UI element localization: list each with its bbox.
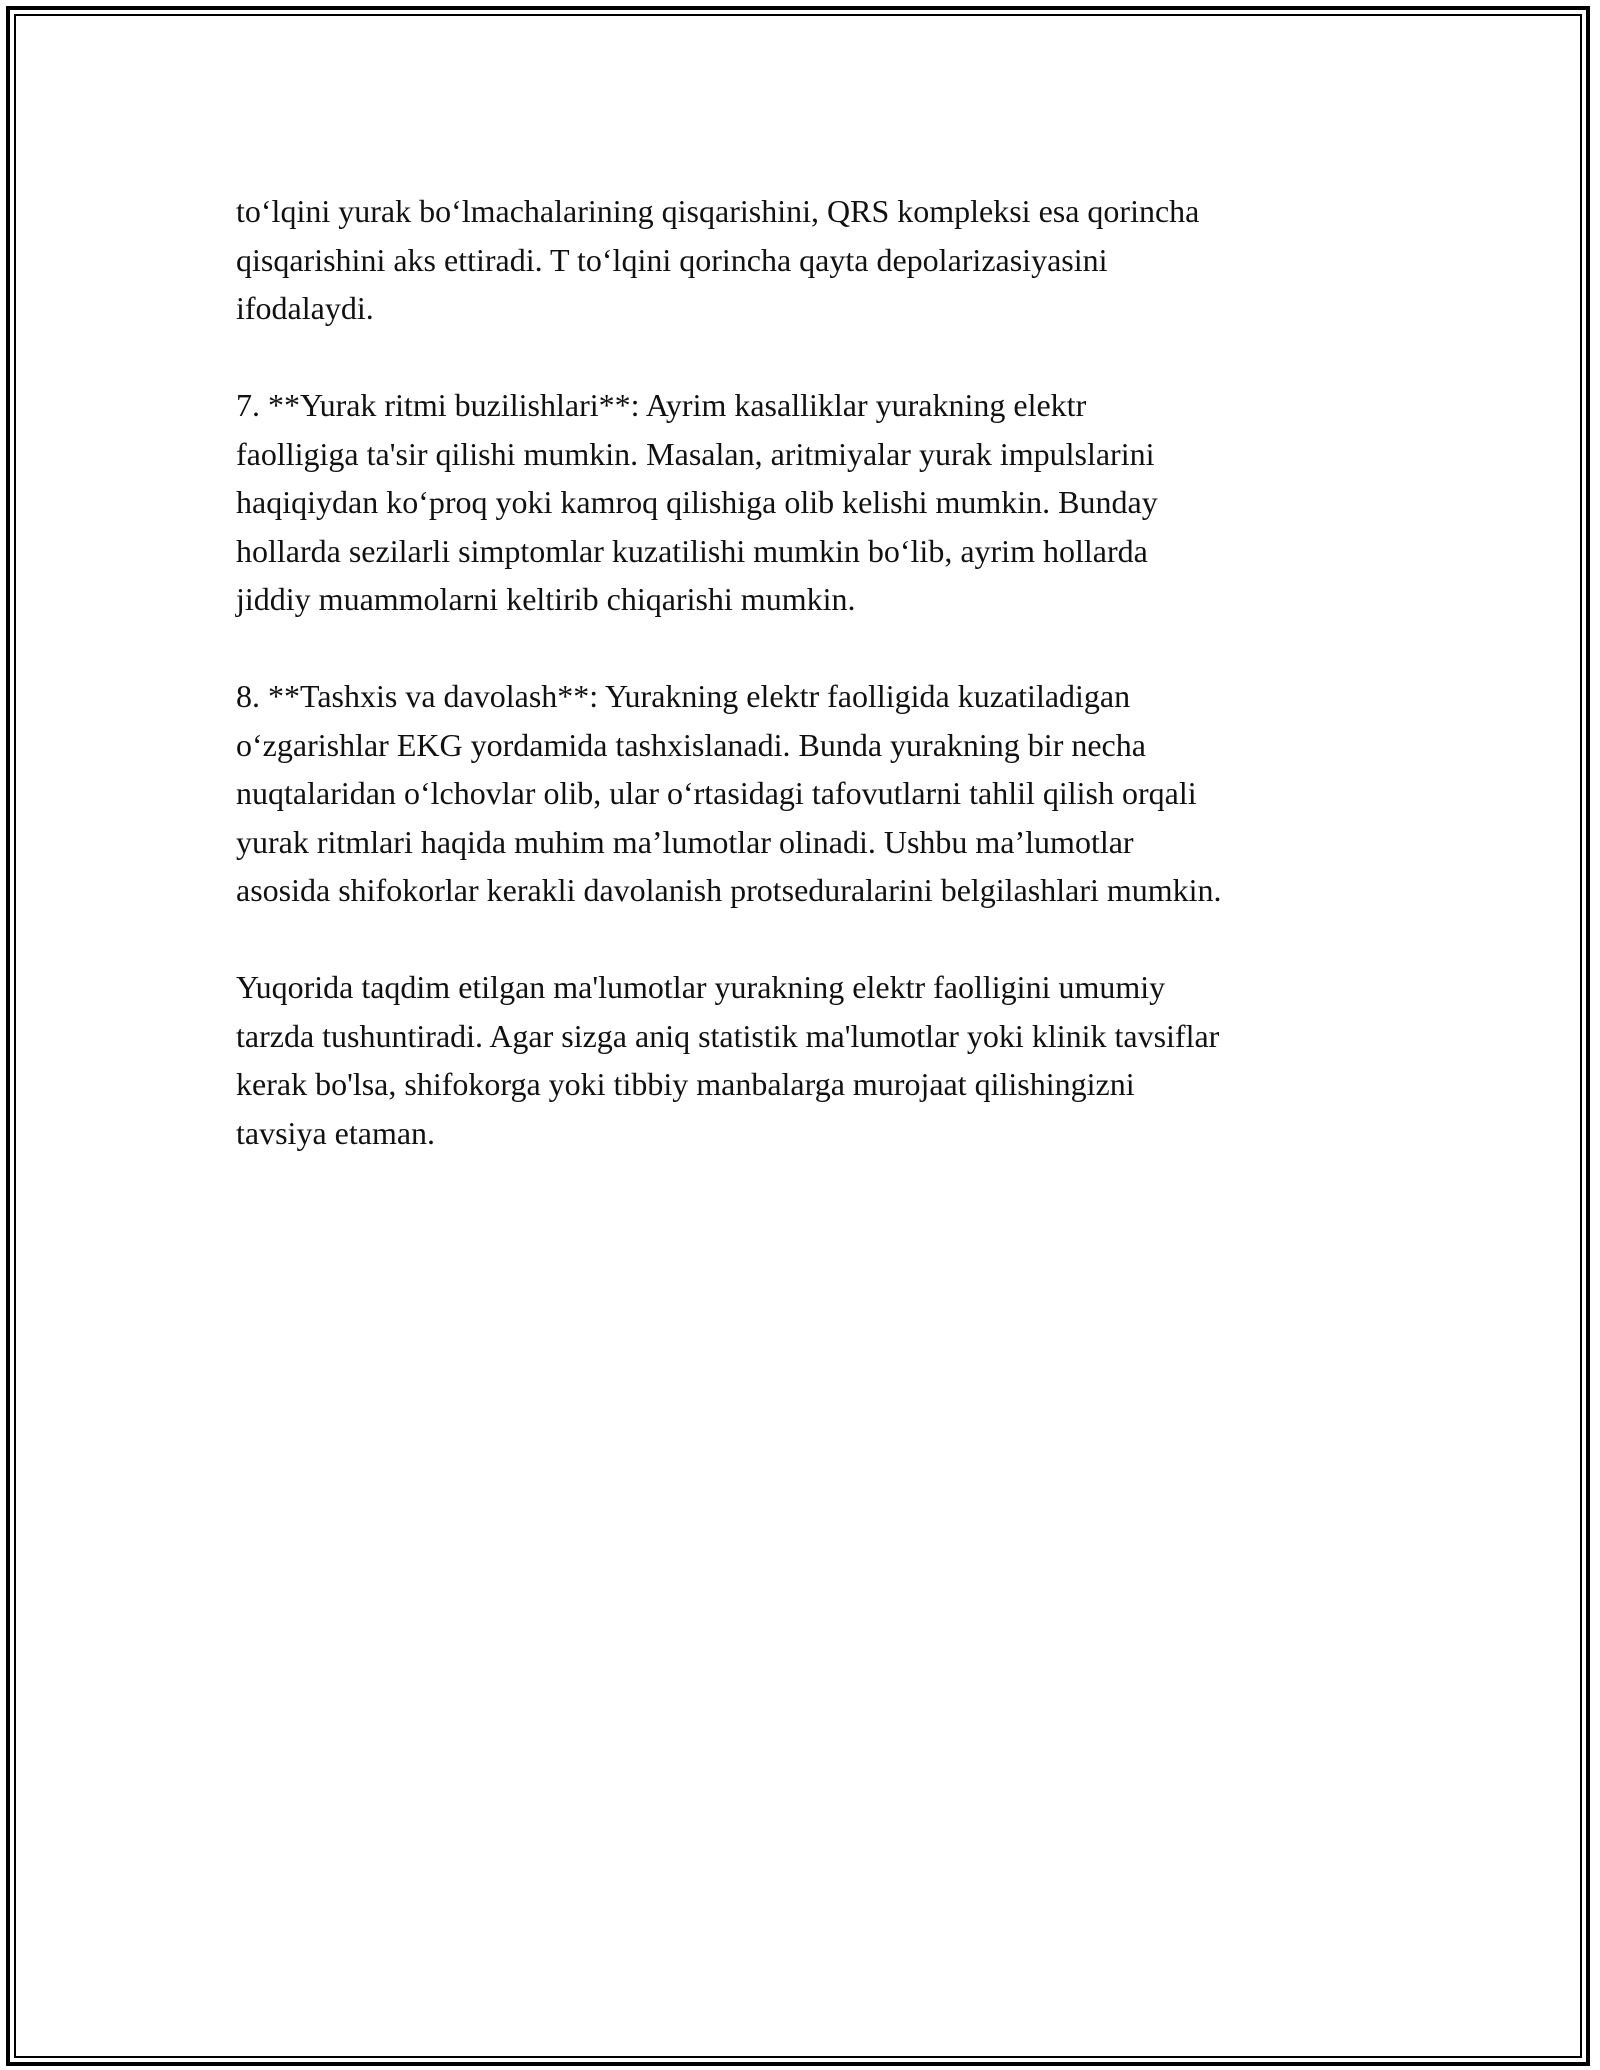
document-body	[236, 187, 1386, 1206]
paragraph-conclusion: Yuqorida taqdim etilgan ma'lumotlar yurakning elektr faolligini umumiy tarzda tushuntiradi. Agar sizga aniq statistik ma'lumotlar yoki klinik tavsiflar kerak bo'lsa, shifokorga yoki tibbiy manbalarga murojaat qilishingizni tavsiya etaman.	[236, 969, 1220, 1151]
paragraph-diagnosis-treatment: 8. **Tashxis va davolash**: Yurakning elektr faolligida kuzatiladigan o‘zgarishlar EKG yordamida tashxislanadi. Bunda yurakning bir necha nuqtalaridan o‘lchovlar olib, ular o‘rtasidagi tafovutlarni tahlil qilish orqali yurak ritmlari haqida muhim ma’lumotlar olinadi. Ushbu ma’lumotlar asosida shifokorlar kerakli davolanish protseduralarini belgilashlari mumkin.	[236, 678, 1222, 908]
paragraph-rhythm-disorders: 7. **Yurak ritmi buzilishlari**: Ayrim kasalliklar yurakning elektr faolligiga ta'sir qilishi mumkin. Masalan, aritmiyalar yurak impulslarini haqiqiydan ko‘proq yoki kamroq qilishiga olib kelishi mumkin. Bunday hollarda sezilarli simptomlar kuzatilishi mumkin bo‘lib, ayrim hollarda jiddiy muammolarni keltirib chiqarishi mumkin.	[236, 387, 1158, 617]
paragraph-wave-description: to‘lqini yurak bo‘lmachalarining qisqarishini, QRS kompleksi esa qorincha qisqarishini aks ettiradi. T to‘lqini qorincha qayta depolarizasiyasini ifodalaydi.	[236, 193, 1200, 326]
